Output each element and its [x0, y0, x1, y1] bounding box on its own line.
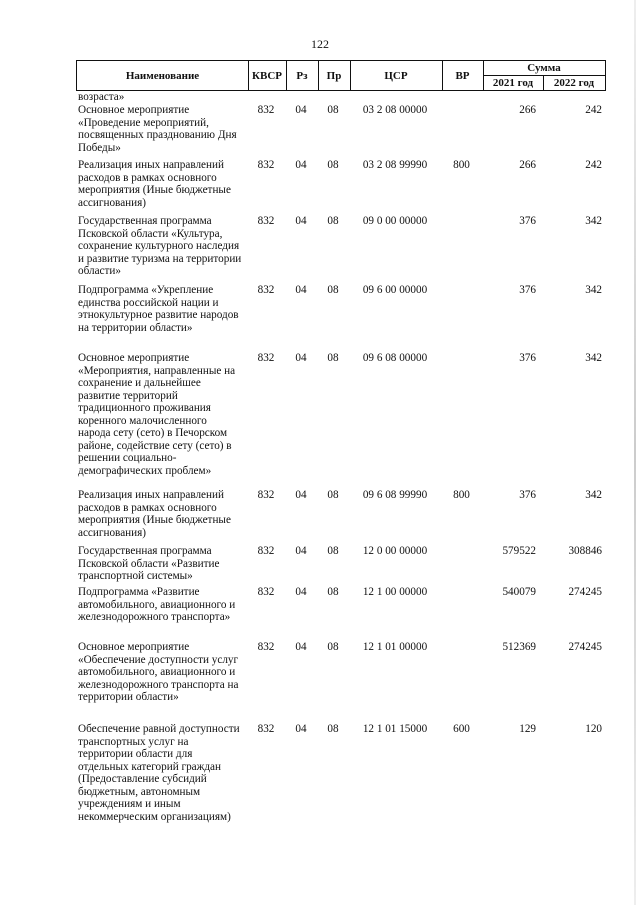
row-pr: 08	[327, 284, 339, 296]
row-csr: 12 1 00 00000	[362, 586, 428, 598]
row-name: Государственная программа Псковской области «Культура, сохранение культурного наследия и развитие туризма на территории области»	[78, 215, 242, 277]
row-sum-2021: 376	[519, 489, 536, 501]
row-name: возраста»	[78, 91, 125, 103]
row-name: Основное мероприятие «Мероприятия, направленные на сохранение и дальнейшее развитие территорий традиционного проживания коренного малочисленного народа сету (сето) в Печорском районе, содействие сету (сето) в решении социально-демографических проблем»	[78, 352, 236, 477]
row-sum-2022: 342	[585, 489, 602, 501]
header-year-2022: 2022 год	[553, 77, 595, 89]
header-kvsr: КВСР	[252, 69, 282, 82]
row-rz: 04	[295, 104, 307, 116]
row-pr: 08	[327, 352, 339, 364]
row-rz: 04	[295, 159, 307, 171]
header-rz: Рз	[296, 69, 308, 82]
row-sum-2022: 308846	[568, 545, 602, 557]
row-sum-2021: 376	[519, 284, 536, 296]
row-rz: 04	[295, 586, 307, 598]
header-name: Наименование	[125, 69, 200, 82]
scan-edge	[634, 0, 636, 905]
header-csr: ЦСР	[384, 69, 408, 82]
row-kvsr: 832	[257, 545, 275, 557]
budget-table	[76, 60, 606, 823]
row-pr: 08	[327, 489, 339, 501]
row-csr: 12 0 00 00000	[362, 545, 428, 557]
row-pr: 08	[327, 215, 339, 227]
header-year-2021: 2021 год	[492, 77, 534, 89]
header-sum: Сумма	[527, 62, 561, 74]
page-number: 122	[311, 37, 329, 51]
row-kvsr: 832	[257, 352, 275, 364]
row-sum-2022: 342	[585, 215, 602, 227]
row-csr: 03 2 08 99990	[362, 159, 428, 171]
row-name: Реализация иных направлений расходов в рамках основного мероприятия (Иные бюджетные ассигнования)	[78, 489, 231, 539]
row-rz: 04	[295, 489, 307, 501]
row-csr: 09 0 00 00000	[362, 215, 428, 227]
row-name: Реализация иных направлений расходов в рамках основного мероприятия (Иные бюджетные ассигнования)	[78, 159, 231, 209]
header-pr: Пр	[326, 69, 342, 82]
row-rz: 04	[295, 215, 307, 227]
row-pr: 08	[327, 586, 339, 598]
row-sum-2022: 274245	[568, 586, 602, 598]
row-name: Основное мероприятие «Обеспечение доступности услуг автомобильного, авиационного и железнодорожного транспорта на территории области»	[78, 641, 239, 703]
row-pr: 08	[327, 104, 339, 116]
row-vr: 800	[453, 159, 470, 171]
row-vr: 600	[453, 723, 470, 735]
row-sum-2022: 242	[585, 159, 602, 171]
row-csr: 12 1 01 00000	[362, 641, 428, 653]
row-sum-2022: 342	[585, 352, 602, 364]
row-kvsr: 832	[257, 489, 275, 501]
row-pr: 08	[327, 641, 339, 653]
row-csr: 09 6 00 00000	[362, 284, 428, 296]
row-csr: 12 1 01 15000	[362, 723, 428, 735]
row-name: Основное мероприятие «Проведение мероприятий, посвященных празднованию Дня Победы»	[78, 104, 237, 154]
row-pr: 08	[327, 723, 339, 735]
row-rz: 04	[295, 545, 307, 557]
row-csr: 03 2 08 00000	[362, 104, 428, 116]
row-kvsr: 832	[257, 586, 275, 598]
row-kvsr: 832	[257, 159, 275, 171]
row-name: Подпрограмма «Укрепление единства российской нации и этнокультурное развитие народов на территории области»	[78, 284, 239, 334]
row-sum-2022: 242	[585, 104, 602, 116]
row-sum-2022: 342	[585, 284, 602, 296]
row-kvsr: 832	[257, 723, 275, 735]
row-sum-2021: 266	[519, 159, 536, 171]
row-sum-2021: 266	[519, 104, 536, 116]
row-sum-2022: 274245	[568, 641, 602, 653]
row-name: Подпрограмма «Развитие автомобильного, авиационного и железнодорожного транспорта»	[78, 586, 236, 623]
row-rz: 04	[295, 284, 307, 296]
row-vr: 800	[453, 489, 470, 501]
row-rz: 04	[295, 352, 307, 364]
row-rz: 04	[295, 723, 307, 735]
table-header	[76, 60, 606, 91]
row-pr: 08	[327, 545, 339, 557]
row-sum-2021: 512369	[502, 641, 536, 653]
row-pr: 08	[327, 159, 339, 171]
row-sum-2021: 540079	[502, 586, 536, 598]
header-vr: ВР	[455, 69, 470, 82]
row-kvsr: 832	[257, 215, 275, 227]
row-rz: 04	[295, 641, 307, 653]
row-sum-2021: 376	[519, 352, 536, 364]
row-sum-2021: 129	[519, 723, 536, 735]
row-kvsr: 832	[257, 641, 275, 653]
row-sum-2022: 120	[585, 723, 602, 735]
row-kvsr: 832	[257, 284, 275, 296]
row-csr: 09 6 08 99990	[362, 489, 428, 501]
row-name: Обеспечение равной доступности транспортных услуг на территории области для отдельных категорий граждан (Предоставление субсидий бюджетным, автономным учреждениям и иным некоммерческим организациям)	[78, 723, 240, 823]
row-sum-2021: 376	[519, 215, 536, 227]
row-kvsr: 832	[257, 104, 275, 116]
row-csr: 09 6 08 00000	[362, 352, 428, 364]
row-name: Государственная программа Псковской области «Развитие транспортной системы»	[78, 545, 220, 582]
row-sum-2021: 579522	[502, 545, 536, 557]
